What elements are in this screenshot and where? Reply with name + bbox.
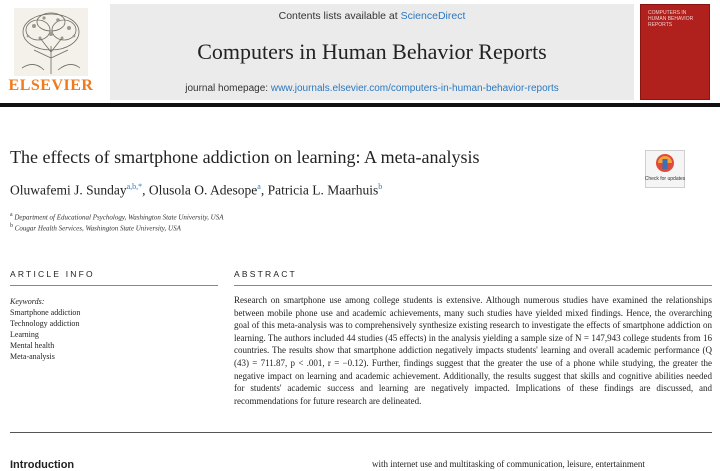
contents-line (110, 10, 634, 22)
keyword-item: Learning (10, 330, 39, 339)
abstract-heading: ABSTRACT (234, 269, 297, 279)
affiliation-a (10, 212, 610, 221)
publisher-wordmark: ELSEVIER (8, 77, 94, 94)
homepage-line (110, 83, 634, 94)
journal-title[interactable]: Computers in Human Behavior Reports (197, 39, 547, 64)
author-name[interactable]: Olusola O. Adesope (148, 182, 258, 198)
author-separator: , (260, 182, 268, 198)
affiliation-mark: b (10, 223, 13, 229)
affiliation-b (10, 223, 610, 232)
header-rule (0, 103, 720, 107)
cover-title: COMPUTERS IN HUMAN BEHAVIOR REPORTS (648, 10, 694, 28)
article-title: The effects of smartphone addiction on learning: A meta-analysis (10, 147, 480, 167)
affiliation-text: Department of Educational Psychology, Washington State University, USA (14, 213, 224, 222)
introduction-heading: Introduction (10, 459, 75, 471)
body-text-partial: with internet use and multitasking of communication, leisure, entertainment (372, 459, 645, 469)
affiliation-text: Cougar Health Services, Washington State University, USA (14, 224, 181, 233)
author-affiliation-mark[interactable]: a,b,* (126, 182, 143, 191)
author-list (10, 182, 630, 199)
keyword-item: Smartphone addiction (10, 308, 81, 317)
badge-label: Check for updates (644, 176, 686, 182)
abstract-rule (234, 285, 712, 286)
keyword-item: Meta-analysis (10, 352, 55, 361)
affiliation-mark: a (10, 212, 13, 218)
check-for-updates-icon[interactable] (645, 150, 685, 188)
author-affiliation-mark[interactable]: b (378, 182, 383, 191)
author-affiliation-mark[interactable]: a (257, 182, 261, 191)
sciencedirect-link[interactable]: ScienceDirect (400, 10, 466, 22)
homepage-link[interactable]: www.journals.elsevier.com/computers-in-human-behavior-reports (270, 83, 559, 94)
abstract-bottom-rule (10, 432, 712, 433)
article-info-heading: ARTICLE INFO (10, 269, 95, 279)
keywords-label: Keywords: (10, 297, 45, 306)
elsevier-tree-icon (14, 8, 88, 76)
homepage-prefix: journal homepage: (185, 83, 271, 94)
author-name[interactable]: Oluwafemi J. Sunday (10, 182, 127, 198)
keyword-item: Technology addiction (10, 319, 80, 328)
contents-prefix: Contents lists available at (278, 10, 401, 22)
keyword-item: Mental health (10, 341, 55, 350)
article-info-rule (10, 285, 218, 286)
author-name[interactable]: Patricia L. Maarhuis (267, 182, 379, 198)
abstract-text: Research on smartphone use among college students is extensive. Although numerous studies have examined the relationships between mobile phone use and academic achievements, many such studies have yielded mixed findings. Hence, the overarching goal of this meta-analysis was to comprehensively synthesize existing research to investigate the effects of smartphone addiction on learning. The authors included 44 studies (45 effects) in the analysis yielding a sample size of N = 147,943 college students from 16 countries. The results show that smartphone addiction negatively impacts students' learning and overall academic performance (Q (43) = 711.87, p < .001, r = −0.12). Further, findings suggest that the greater the use of a phone while studying, the greater the negative impact on learning and academic achievement. Additionally, the results suggest that skills and cognitive abilities needed for students' academic success and learning are negatively impacted. Implications of these findings are discussed, and recommendations for future research are delineated. (234, 295, 712, 406)
author-separator: , (142, 182, 149, 198)
